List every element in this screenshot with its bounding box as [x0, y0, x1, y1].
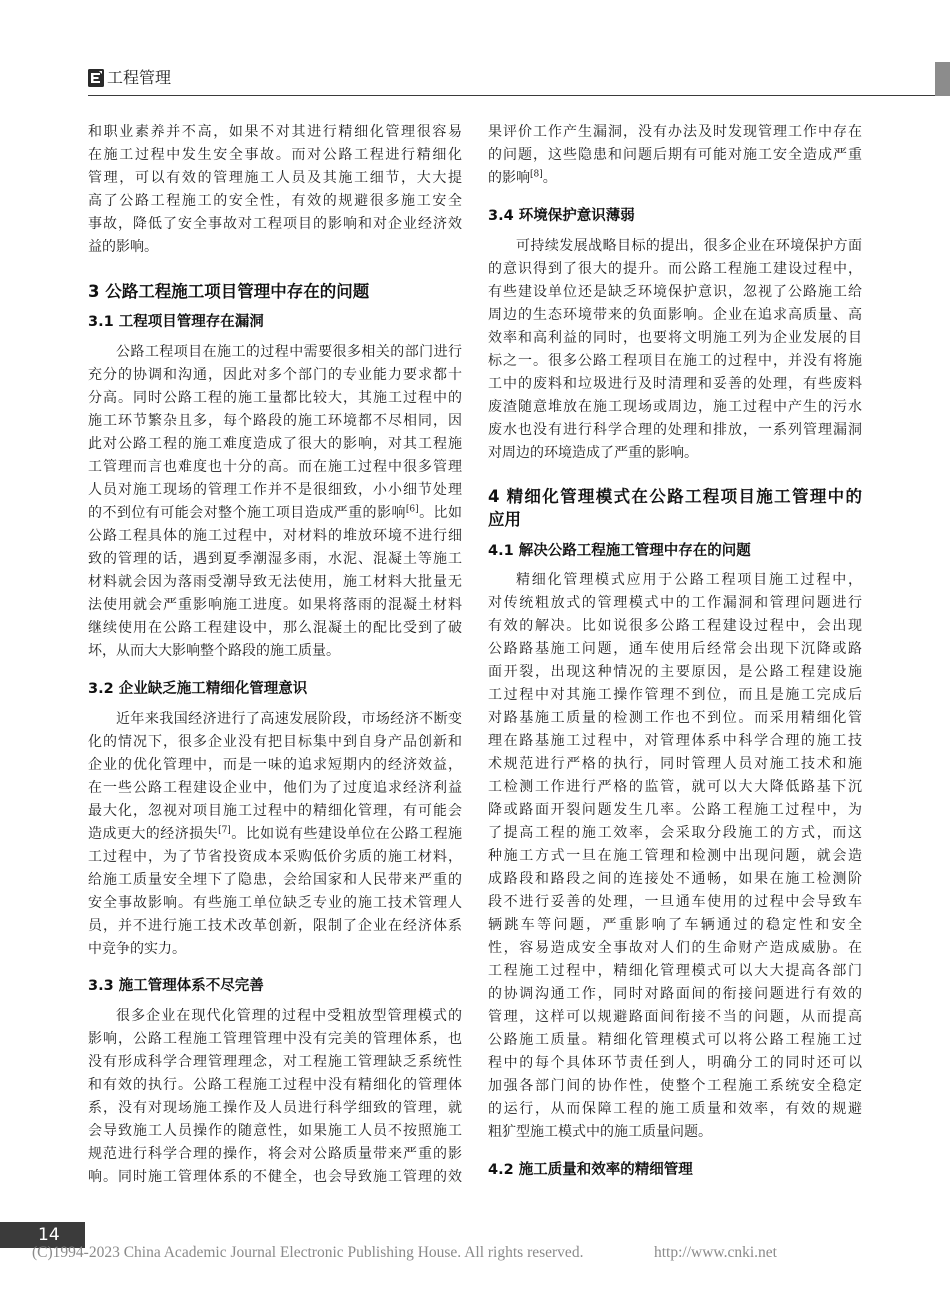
text-line: 性，容易造成安全事故对人们的生命财产造成威胁。在 — [488, 939, 862, 956]
text-line: 理在路基施工过程中，对管理体系中科学合理的施工技 — [488, 732, 862, 749]
text-line: 果评价工作产生漏洞，没有办法及时发现管理工作中存在 — [488, 124, 862, 140]
paragraph — [488, 569, 862, 1144]
text-line: 面开裂，出现这种情况的主要原因，是公路工程建设施 — [488, 663, 862, 680]
text-line: 的意识得到了很大的提升。而公路工程施工建设过程中， — [488, 260, 862, 277]
text-segment: 。 — [542, 170, 557, 186]
text-line: 成路段和路段之间的连接处不通畅，如果在施工检测阶 — [488, 870, 862, 887]
left-column — [88, 121, 462, 1189]
text-line: 致的管理的话，遇到夏季潮湿多雨，水泥、混凝土等施工 — [88, 551, 462, 567]
text-line: 了提高工程的施工效率，会采取分段施工的方式，而这 — [488, 824, 862, 841]
text-line: 继续使用在公路工程建设中，那么混凝土的配比受到了破 — [88, 620, 462, 636]
text-line: 废渣随意堆放在施工现场或周边，施工过程中产生的污水 — [488, 398, 862, 415]
text-line: 管理，这样可以规避路面间衔接不当的问题，从而提高 — [488, 1008, 862, 1025]
text-segment: 。比如 — [418, 505, 462, 521]
subsection-heading: 3.3 施工管理体系不尽完善 — [88, 978, 264, 994]
text-line: 管理，可以有效的管理施工人员及其施工细节，大大提 — [88, 170, 462, 186]
text-line: 工检测工作进行严格的监管，就可以大大降低路基下沉 — [488, 778, 862, 795]
text-line: 种施工方式一旦在施工管理和检测中出现问题，就会造 — [488, 847, 862, 864]
text-line: 没有形成科学合理管理理念，对工程施工管理缺乏系统性 — [88, 1054, 462, 1070]
text-line: 在施工过程中发生安全事故。而对公路工程进行精细化 — [88, 147, 462, 163]
text-line: 的协调沟通工作，同时对路面间的衔接问题进行有效的 — [488, 985, 862, 1002]
text-line: 对周边的环境造成了严重的影响。 — [488, 444, 698, 461]
text-line: 公路工程项目在施工的过程中需要很多相关的部门进行 — [116, 344, 462, 360]
text-line: 给施工质量安全埋下了隐患，会给国家和人民带来严重的 — [88, 872, 462, 888]
text-line: 最大化，忽视对项目施工过程中的精细化管理，有可能会 — [88, 803, 462, 819]
citation-ref: [6] — [405, 504, 419, 515]
paragraph — [488, 235, 862, 465]
text-line: 工中的废料和垃圾进行及时清理和妥善的处理，有些废料 — [488, 375, 862, 392]
text-line: 工管理而言也难度也十分的高。而在施工过程中很多管理 — [88, 459, 462, 475]
subsection-heading: 3.2 企业缺乏施工精细化管理意识 — [88, 681, 308, 697]
text-line: 人员对施工现场的管理工作并不是很细致，小小细节处理 — [88, 482, 462, 498]
text-line: 和职业素养并不高，如果不对其进行精细化管理很容易 — [88, 124, 462, 140]
text-line: 粗犷型施工模式中的施工质量问题。 — [488, 1123, 712, 1140]
text-line: 对传统粗放式的管理模式中的工作漏洞和管理问题进行 — [488, 594, 862, 611]
paragraph — [88, 1005, 462, 1189]
header-rule — [88, 95, 935, 96]
text-line: 安全事故影响。有些施工单位缺乏专业的施工技术管理人 — [88, 895, 462, 911]
text-line: 效率和高利益的同时，也要将文明施工列为企业发展的目 — [488, 329, 862, 346]
text-line — [488, 167, 862, 190]
text-line: 工程施工过程中，精细化管理模式可以大大提高各部门 — [488, 962, 862, 979]
text-line: 公路路基施工问题，通车使用后经常会出现下沉降或路 — [488, 640, 862, 657]
text-line: 程中的每个具体环节责任到人，明确分工的同时还可以 — [488, 1054, 862, 1071]
text-segment: 。比如说有些建设单位在公路工程施 — [230, 826, 462, 842]
text-line: 有些建设单位还是缺乏环境保护意识，忽视了公路施工给 — [488, 283, 862, 300]
text-line: 高了公路工程施工的安全性，有效的规避很多施工安全 — [88, 193, 462, 209]
text-line: 术规范进行严格的执行，同时管理人员对施工技术和施 — [488, 755, 862, 772]
paragraph — [88, 708, 462, 961]
text-line: 辆跳车等问题，严重影响了车辆通过的稳定性和安全 — [488, 916, 862, 933]
text-line: 影响，公路工程施工管理管理中没有完美的管理体系，也 — [88, 1031, 462, 1047]
paragraph — [488, 121, 862, 190]
text-line: 响。同时施工管理体系的不健全，也会导致施工管理的效 — [88, 1169, 462, 1185]
text-line — [88, 502, 462, 525]
text-line: 可持续发展战略目标的提出，很多企业在环境保护方面 — [516, 237, 862, 254]
text-line: 周边的生态环境带来的负面影响。企业在追求高质量、高 — [488, 306, 862, 323]
source-url: http://www.cnki.net — [654, 1244, 777, 1261]
text-segment: 造成更大的经济损失 — [88, 826, 219, 842]
text-line: 很多企业在现代化管理的过程中受粗放型管理模式的 — [116, 1008, 462, 1024]
text-segment: 的影响 — [488, 170, 530, 186]
text-segment: 的不到位有可能会对整个施工项目造成严重的影响 — [88, 505, 406, 521]
text-line: 员，并不进行施工技术改革创新，限制了企业在经济体系 — [88, 918, 462, 934]
text-line: 加强各部门间的协作性，使整个工程施工系统安全稳定 — [488, 1077, 862, 1094]
text-line: 系，没有对现场施工操作及人员进行科学细致的管理，就 — [88, 1100, 462, 1116]
text-line: 的问题，这些隐患和问题后期有可能对施工安全造成严重 — [488, 147, 862, 163]
journal-logo-icon — [88, 69, 104, 87]
text-line: 精细化管理模式应用于公路工程项目施工过程中， — [516, 571, 862, 588]
text-line: 工过程中，为了节省投资成本采购低价劣质的施工材料， — [88, 849, 462, 865]
text-line — [88, 823, 462, 846]
subsection-heading: 3.4 环境保护意识薄弱 — [488, 207, 635, 224]
text-line: 近年来我国经济进行了高速发展阶段，市场经济不断变 — [116, 711, 462, 727]
section-heading — [88, 280, 462, 303]
section-heading-text: 应用 — [488, 510, 521, 529]
text-line: 化的情况下，很多企业没有把目标集中到自身产品创新和 — [88, 734, 462, 750]
page-number: 14 — [0, 1222, 85, 1248]
text-line: 中竞争的实力。 — [88, 941, 186, 957]
section-heading — [488, 485, 862, 531]
text-line: 有效的解决。比如说很多公路工程建设过程中，会出现 — [488, 617, 862, 634]
text-line: 此对公路工程的施工难度造成了很大的影响，对其工程施 — [88, 436, 462, 452]
subsection-heading: 4.1 解决公路工程施工管理中存在的问题 — [488, 542, 751, 559]
citation-ref: [7] — [218, 825, 231, 836]
copyright-notice: (C)1994-2023 China Academic Journal Electronic Publishing House. All rights reserved. — [32, 1244, 584, 1261]
text-line: 公路工程具体的施工过程中，对材料的堆放环境不进行细 — [88, 528, 462, 544]
subsection-heading: 3.1 工程项目管理存在漏洞 — [88, 314, 264, 330]
text-line: 标之一。很多公路工程项目在施工的过程中，并没有将施 — [488, 352, 862, 369]
text-line: 废水也没有进行科学合理的处理和排放，一系列管理漏洞 — [488, 421, 862, 438]
text-line: 施工环节繁杂且多，每个路段的施工环境都不尽相同，因 — [88, 413, 462, 429]
paragraph — [88, 121, 462, 259]
text-line: 会导致施工人员操作的随意性，如果施工人员不按照施工 — [88, 1123, 462, 1139]
text-line: 的运行，从而保障工程的施工质量和效率，有效的规避 — [488, 1100, 862, 1117]
text-line: 材料就会因为落雨受潮导致无法使用，施工材料大批量无 — [88, 574, 462, 590]
text-line: 益的影响。 — [88, 239, 158, 255]
text-line: 对路基施工质量的检测工作也不到位。而采用精细化管 — [488, 709, 862, 726]
citation-ref: [8] — [530, 169, 543, 180]
text-line: 工过程中对其施工操作管理不到位，而且是施工完成后 — [488, 686, 862, 703]
text-line: 法使用就会严重影响施工进度。如果将落雨的混凝土材料 — [88, 597, 462, 613]
text-line: 充分的协调和沟通，因此对多个部门的专业能力要求都十 — [88, 367, 462, 383]
text-line: 在一些公路工程建设企业中，他们为了过度追求经济利益 — [88, 780, 462, 796]
text-line: 事故，降低了安全事故对工程项目的影响和对企业经济效 — [88, 216, 462, 232]
section-heading-text: 3 公路工程施工项目管理中存在的问题 — [88, 281, 370, 301]
subsection-heading: 4.2 施工质量和效率的精细管理 — [488, 1161, 693, 1178]
text-line: 段不进行妥善的处理，一旦通车使用的过程中会导致车 — [488, 893, 862, 910]
text-line: 分高。同时公路工程的施工量都比较大，其施工过程中的 — [88, 390, 462, 406]
text-line: 企业的优化管理中，而是一味的追求短期内的经济效益， — [88, 757, 462, 773]
paragraph — [88, 341, 462, 663]
journal-name: 工程管理 — [107, 68, 172, 87]
text-line: 规范进行科学合理的操作，将会对公路质量带来严重的影 — [88, 1146, 462, 1162]
header-tab-marker — [935, 62, 950, 96]
section-heading-text: 4 精细化管理模式在公路工程项目施工管理中的 — [488, 487, 862, 506]
right-column — [488, 121, 862, 1182]
text-line: 降或路面开裂问题发生几率。公路工程施工过程中，为 — [488, 801, 862, 818]
text-line: 公路施工质量。精细化管理模式可以将公路工程施工过 — [488, 1031, 862, 1048]
text-line: 坏，从而大大影响整个路段的施工质量。 — [88, 643, 340, 659]
text-line: 和有效的执行。公路工程施工过程中没有精细化的管理体 — [88, 1077, 462, 1093]
